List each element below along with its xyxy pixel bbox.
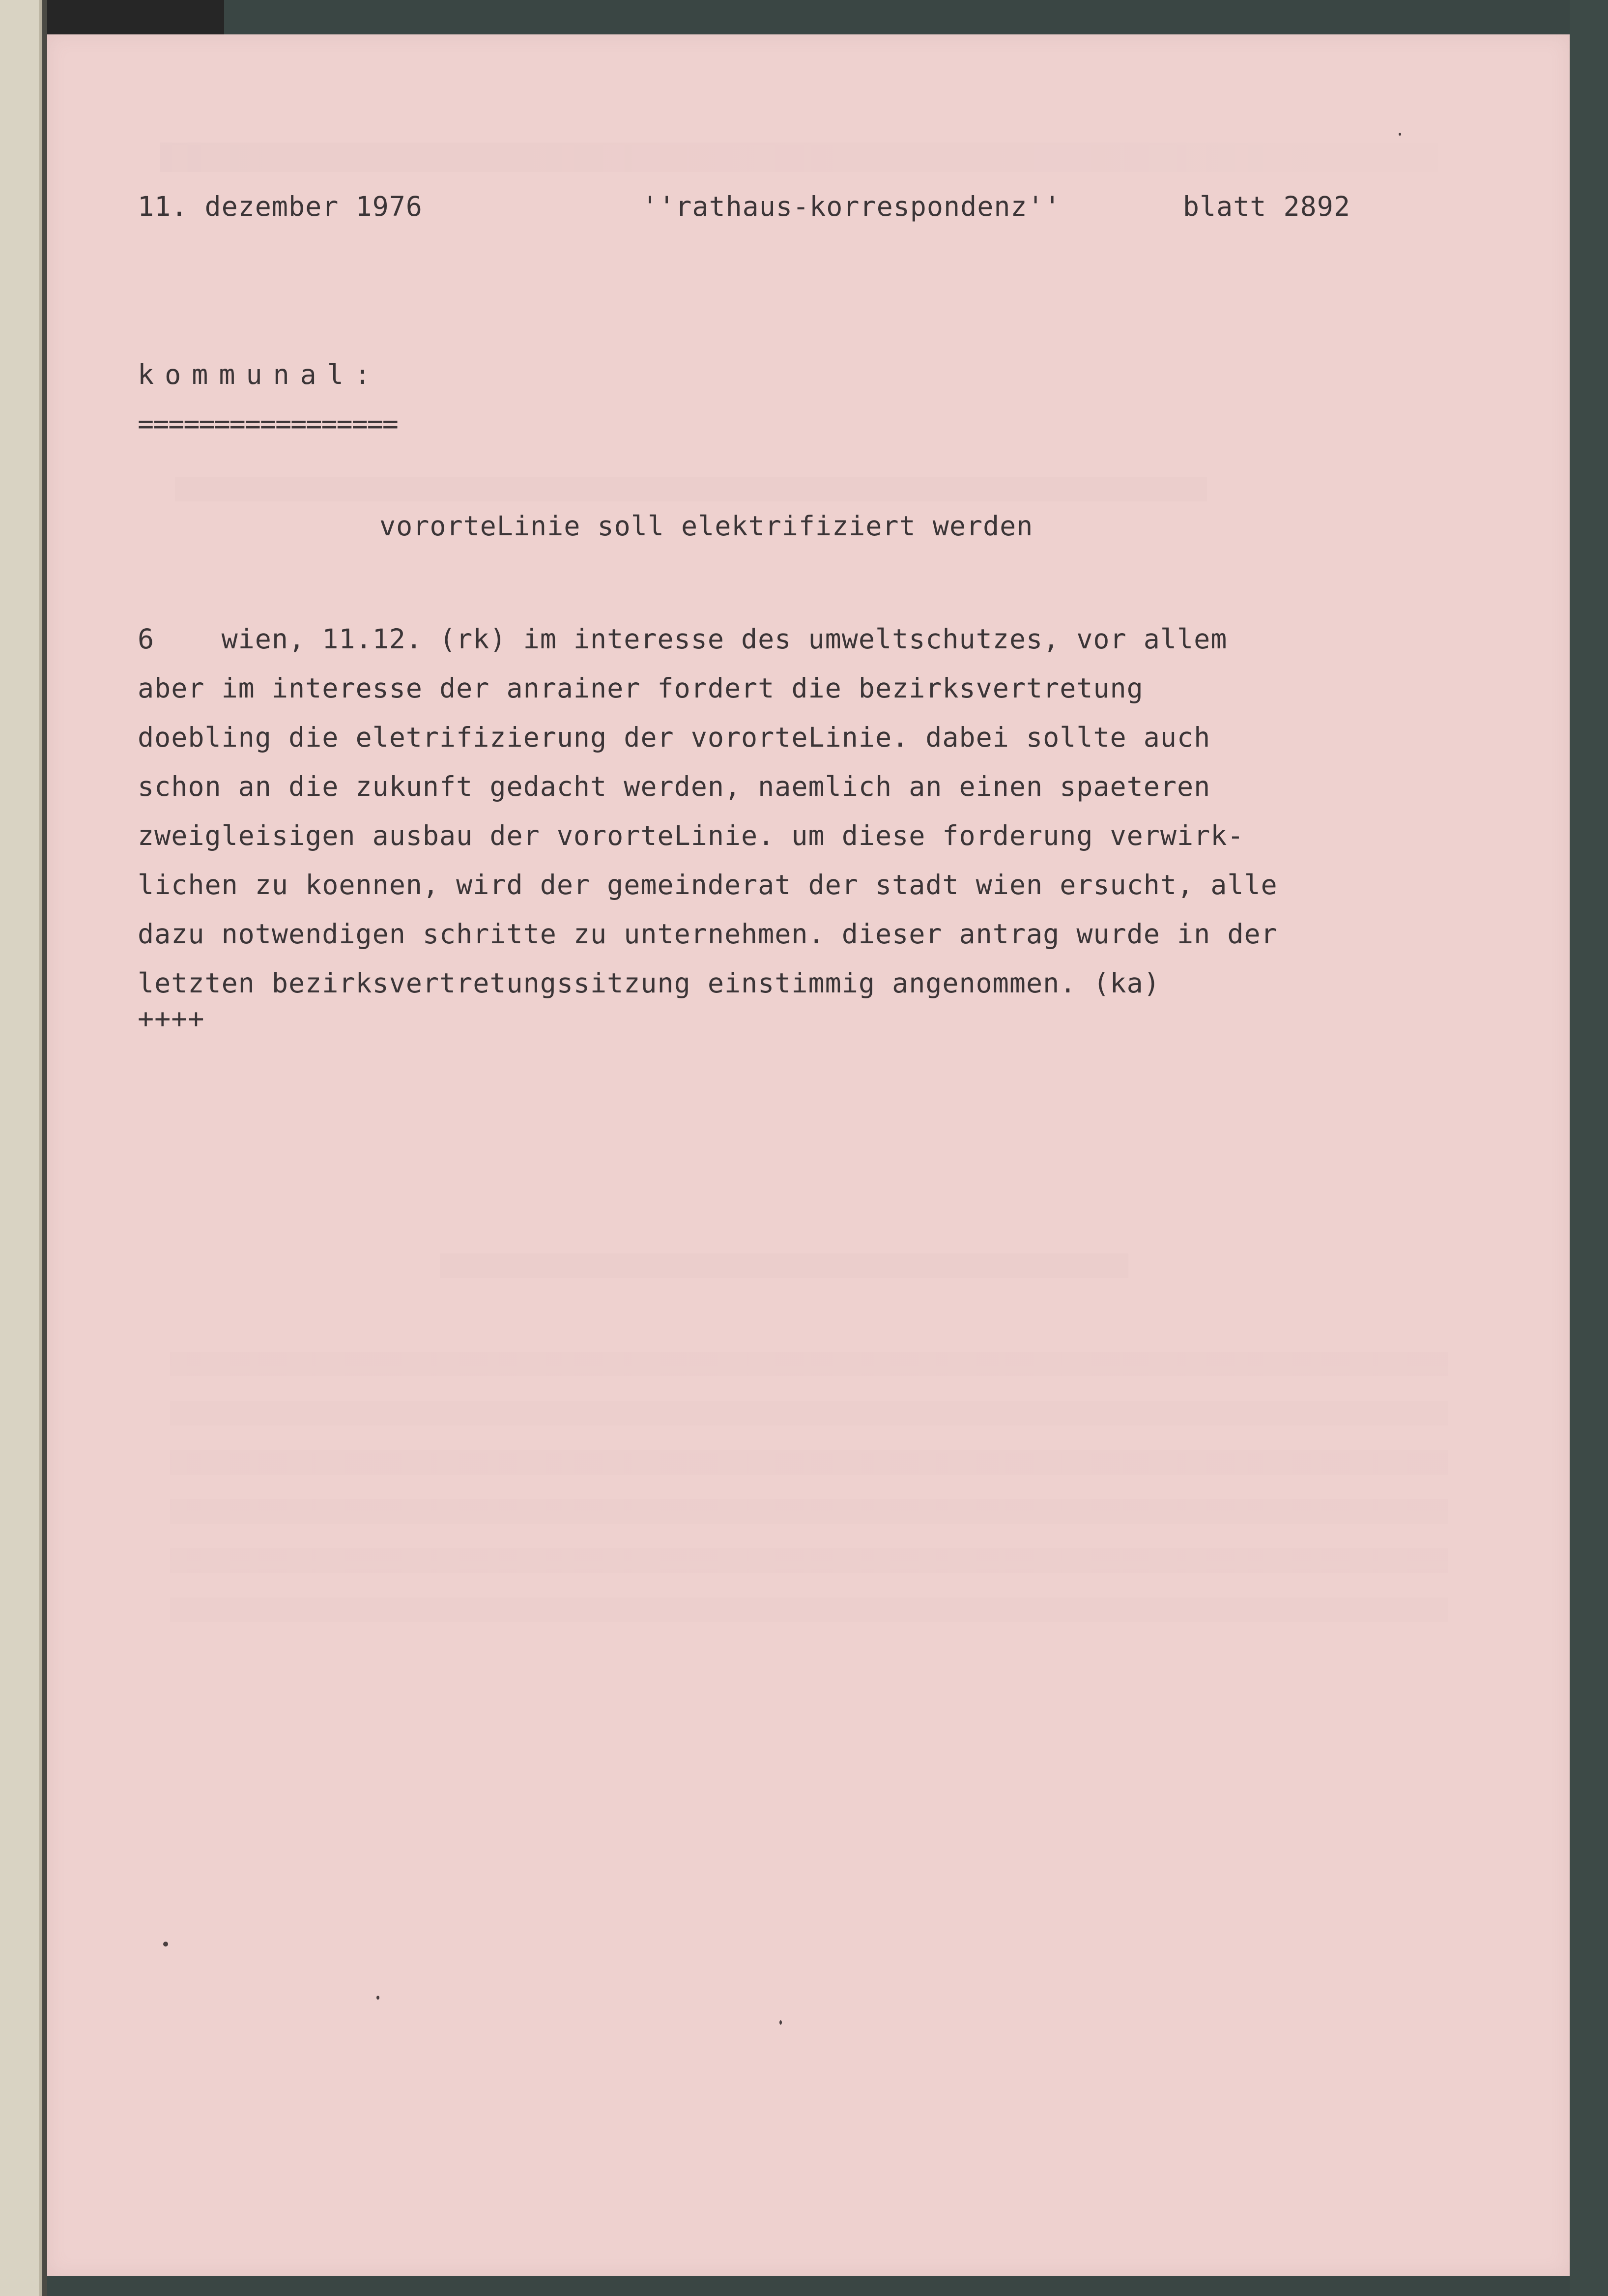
article-end-mark: ++++ (138, 1003, 205, 1034)
body-line: zweigleisigen ausbau der vororteLinie. um diese forderung verwirk- (138, 820, 1244, 851)
paper-speck (1399, 133, 1401, 136)
body-line: aber im interesse der anrainer fordert die bezirksvertretung (138, 672, 1144, 704)
article-body (138, 614, 1563, 1008)
body-line: schon an die zukunft gedacht werden, naemlich an einen spaeteren (138, 771, 1211, 802)
body-line: letzten bezirksvertretungssitzung einstimmig angenommen. (ka) (138, 967, 1160, 999)
header-date: 11. dezember 1976 (138, 191, 423, 222)
section-underline: ================= (138, 408, 398, 439)
body-line: lichen zu koennen, wird der gemeinderat der stadt wien ersucht, alle (138, 869, 1278, 901)
binding-shadow (42, 0, 47, 2296)
scan-background-right (1570, 0, 1608, 2296)
paper-speck (779, 2020, 782, 2025)
bleed-through-block (170, 1352, 1448, 1637)
document-page (47, 34, 1570, 2276)
bleed-through-block (440, 1253, 1128, 1278)
scan-background-corner (47, 0, 224, 39)
header-publication: ''rathaus-korrespondenz'' (642, 191, 1061, 222)
article-title: vororteLinie soll elektrifiziert werden (379, 510, 1034, 542)
body-line: dazu notwendigen schritte zu unternehmen. dieser antrag wurde in der (138, 918, 1278, 950)
body-line: doebling die eletrifizierung der vororteLinie. dabei sollte auch (138, 722, 1211, 753)
section-heading: kommunal: (138, 359, 382, 390)
body-line: 6 wien, 11.12. (rk) im interesse des umweltschutzes, vor allem (138, 623, 1228, 655)
header-sheet-number: blatt 2892 (1182, 191, 1350, 222)
paper-speck (376, 1996, 379, 2000)
bleed-through-block (175, 477, 1207, 501)
bleed-through-block (160, 143, 1438, 172)
paper-speck (163, 1942, 168, 1947)
binding-edge (0, 0, 42, 2296)
